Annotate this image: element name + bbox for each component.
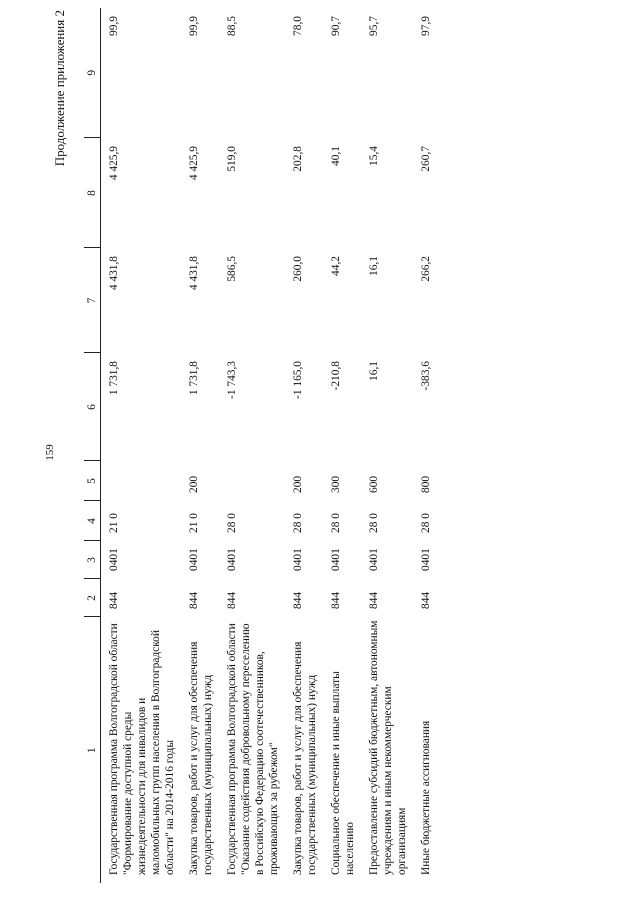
cell-col9: 97,9 — [420, 16, 432, 36]
column-header: 4 — [84, 501, 101, 541]
cell-col8: 40,1 — [330, 146, 342, 166]
cell-col6: 1 731,8 — [108, 361, 120, 396]
cell-col9: 99,9 — [108, 16, 120, 36]
cell-col7: 16,1 — [368, 256, 380, 276]
cell-admin-code: 844 — [188, 591, 200, 609]
cell-admin-code: 844 — [108, 591, 120, 609]
cell-target-code: 21 0 — [188, 513, 200, 533]
row-name: Закупка товаров, работ и услуг для обеспечения государственных (муниципальных) нужд — [292, 641, 318, 875]
cell-expense-type: 200 — [188, 475, 200, 493]
cell-col7: 586,5 — [226, 256, 238, 282]
table-row — [323, 8, 361, 883]
cell-section-code: 0401 — [420, 548, 432, 571]
cell-col6: -1 743,3 — [226, 361, 238, 399]
cell-col7: 260,0 — [292, 256, 304, 282]
cell-col9: 90,7 — [330, 16, 342, 36]
table-row — [413, 8, 437, 883]
cell-col9: 99,9 — [188, 16, 200, 36]
row-name: Иные бюджетные ассигнования — [420, 720, 432, 875]
cell-section-code: 0401 — [330, 548, 342, 571]
table-row — [101, 8, 182, 883]
column-header: 7 — [84, 248, 101, 353]
cell-col8: 260,7 — [420, 146, 432, 172]
table-row — [181, 8, 219, 883]
column-header: 3 — [84, 541, 101, 579]
cell-section-code: 0401 — [292, 548, 304, 571]
row-name: Предоставление субсидий бюджетным, автономным учреждениям и иным некоммерческим организациям — [368, 620, 408, 875]
cell-admin-code: 844 — [420, 591, 432, 609]
column-header: 8 — [84, 138, 101, 248]
cell-target-code: 28 0 — [330, 513, 342, 533]
column-header: 2 — [84, 579, 101, 617]
cell-col6: -210,8 — [330, 361, 342, 391]
cell-target-code: 28 0 — [292, 513, 304, 533]
cell-col8: 15,4 — [368, 146, 380, 166]
cell-col7: 44,2 — [330, 256, 342, 276]
cell-target-code: 28 0 — [226, 513, 238, 533]
cell-col6: 1 731,8 — [188, 361, 200, 396]
column-header: 6 — [84, 353, 101, 461]
page-number: 159 — [44, 444, 56, 461]
cell-section-code: 0401 — [188, 548, 200, 571]
table-row — [361, 8, 413, 883]
cell-expense-type: 200 — [292, 475, 304, 493]
cell-admin-code: 844 — [292, 591, 304, 609]
appendix-title: Продолжение приложения 2 — [52, 10, 67, 167]
column-header: 9 — [84, 8, 101, 138]
table-row — [219, 8, 285, 883]
cell-admin-code: 844 — [226, 591, 238, 609]
cell-admin-code: 844 — [330, 591, 342, 609]
cell-col8: 4 425,9 — [188, 146, 200, 181]
cell-col9: 78,0 — [292, 16, 304, 36]
column-header: 5 — [84, 461, 101, 501]
row-name: Закупка товаров, работ и услуг для обеспечения государственных (муниципальных) нужд — [188, 641, 214, 875]
column-header: 1 — [84, 617, 101, 883]
row-name: Государственная программа Волгоградской области "Оказание содействия добровольному переселению в Российскую Федерацию соотечественников, проживающих за рубежом" — [226, 623, 280, 875]
cell-section-code: 0401 — [108, 548, 120, 571]
cell-col6: -1 165,0 — [292, 361, 304, 399]
cell-target-code: 28 0 — [368, 513, 380, 533]
cell-col7: 266,2 — [420, 256, 432, 282]
table-row — [285, 8, 323, 883]
cell-target-code: 28 0 — [420, 513, 432, 533]
row-name: Социальное обеспечение и иные выплаты населению — [330, 671, 356, 875]
cell-col7: 4 431,8 — [108, 256, 120, 291]
cell-col6: -383,6 — [420, 361, 432, 391]
cell-expense-type: 800 — [420, 475, 432, 493]
cell-col8: 4 425,9 — [108, 146, 120, 181]
cell-expense-type: 600 — [368, 475, 380, 493]
budget-table — [84, 8, 437, 883]
table-header-row — [84, 8, 101, 883]
cell-target-code: 21 0 — [108, 513, 120, 533]
cell-section-code: 0401 — [226, 548, 238, 571]
cell-col8: 519,0 — [226, 146, 238, 172]
cell-expense-type — [219, 461, 285, 501]
cell-col9: 88,5 — [226, 16, 238, 36]
cell-col8: 202,8 — [292, 146, 304, 172]
cell-col6: 16,1 — [368, 361, 380, 381]
cell-expense-type: 300 — [330, 475, 342, 493]
cell-expense-type — [101, 461, 182, 501]
row-name: Государственная программа Волгоградской области "Формирование доступной среды жизнедеятельности для инвалидов и маломобильных групп населения в Волгоградской области" на 2014-2016 годы — [108, 623, 176, 875]
cell-section-code: 0401 — [368, 548, 380, 571]
cell-col7: 4 431,8 — [188, 256, 200, 291]
cell-admin-code: 844 — [368, 591, 380, 609]
cell-col9: 95,7 — [368, 16, 380, 36]
